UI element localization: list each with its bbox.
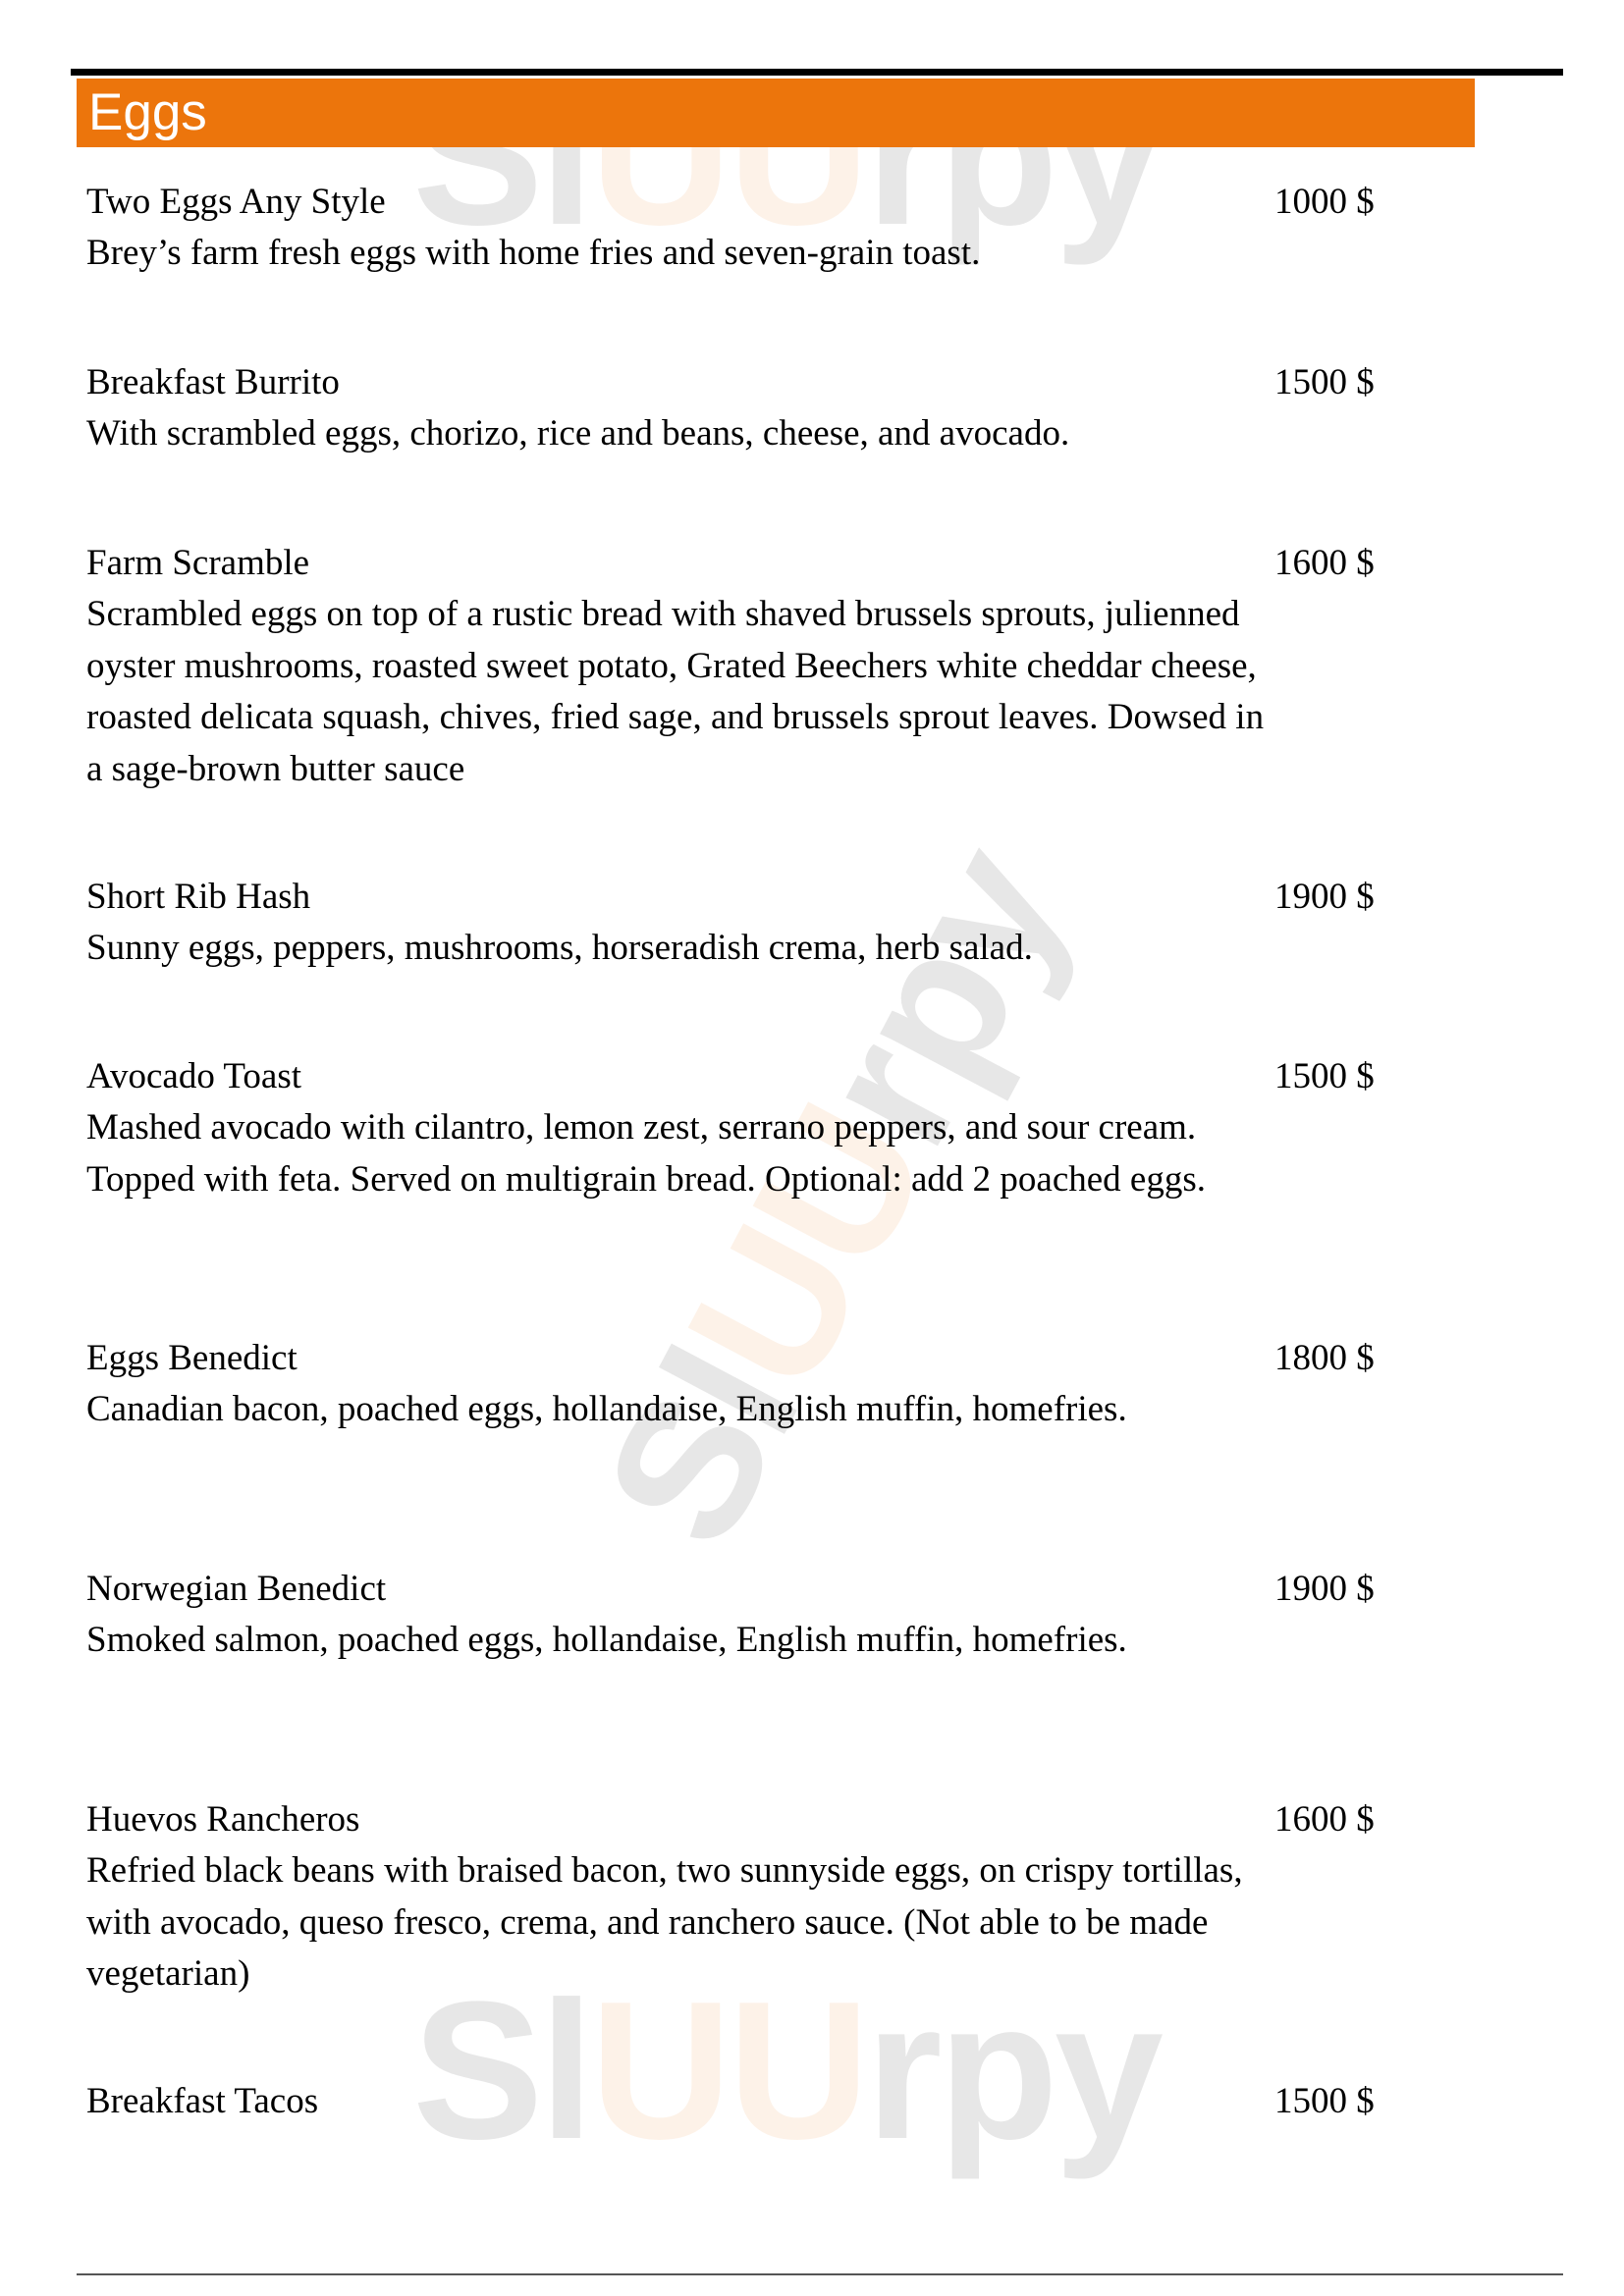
top-rule xyxy=(71,69,1563,76)
item-price: 1600 $ xyxy=(1274,543,1375,583)
item-name: Huevos Rancheros xyxy=(86,1799,360,1840)
item-description: Sunny eggs, peppers, mushrooms, horseradish crema, herb salad. xyxy=(86,928,1033,968)
item-description: Canadian bacon, poached eggs, hollandaise, English muffin, homefries. xyxy=(86,1389,1127,1429)
menu-item xyxy=(86,1564,1402,1667)
item-name: Norwegian Benedict xyxy=(86,1569,387,1609)
item-name: Avocado Toast xyxy=(86,1056,302,1096)
item-description: Brey’s farm fresh eggs with home fries and seven-grain toast. xyxy=(86,233,981,273)
item-description: With scrambled eggs, chorizo, rice and beans, cheese, and avocado. xyxy=(86,413,1070,454)
item-name: Short Rib Hash xyxy=(86,877,311,917)
item-price: 1800 $ xyxy=(1274,1338,1375,1378)
section-header xyxy=(77,79,1475,147)
item-name: Breakfast Burrito xyxy=(86,362,340,402)
watermark-logo-bottom xyxy=(412,1961,1161,2180)
item-price: 1500 $ xyxy=(1274,362,1375,402)
item-description: Smoked salmon, poached eggs, hollandaise, English muffin, homefries. xyxy=(86,1620,1127,1660)
bottom-rule xyxy=(77,2273,1563,2275)
item-price: 1600 $ xyxy=(1274,1799,1375,1840)
menu-item xyxy=(86,2076,1402,2127)
menu-item xyxy=(86,177,1402,280)
item-name: Farm Scramble xyxy=(86,543,310,583)
watermark-text: SlUUrpy xyxy=(562,815,1107,1578)
menu-item xyxy=(86,1333,1402,1436)
item-name: Breakfast Tacos xyxy=(86,2081,319,2121)
item-price: 1500 $ xyxy=(1274,1056,1375,1096)
item-description: Mashed avocado with cilantro, lemon zest, serrano peppers, and sour cream. Topped with feta. Served on multigrain bread. Optional: add 2 poached eggs. xyxy=(86,1107,1206,1200)
watermark-text: SlUUrpy xyxy=(412,47,1161,266)
menu-item xyxy=(86,357,1402,460)
watermark-text: SlUUrpy xyxy=(412,1961,1161,2180)
item-price: 1000 $ xyxy=(1274,182,1375,222)
section-title: Eggs xyxy=(88,83,207,141)
item-price: 1900 $ xyxy=(1274,877,1375,917)
item-name: Two Eggs Any Style xyxy=(86,182,386,222)
menu-item xyxy=(86,1794,1402,2001)
item-description: Refried black beans with braised bacon, two sunnyside eggs, on crispy tortillas, with avocado, queso fresco, crema, and ranchero sauce. (Not able to be made vegetarian) xyxy=(86,1850,1243,1994)
item-price: 1500 $ xyxy=(1274,2081,1375,2121)
item-description: Scrambled eggs on top of a rustic bread with shaved brussels sprouts, julienned oyster mushrooms, roasted sweet potato, Grated Beechers white cheddar cheese, roasted delicata squash, chives, fried sage, and brussels sprout leaves. Dowsed in a sage-brown butter sauce xyxy=(86,594,1265,789)
menu-item xyxy=(86,538,1402,795)
item-name: Eggs Benedict xyxy=(86,1338,298,1378)
menu-item xyxy=(86,1051,1402,1205)
item-price: 1900 $ xyxy=(1274,1569,1375,1609)
menu-item xyxy=(86,872,1402,975)
